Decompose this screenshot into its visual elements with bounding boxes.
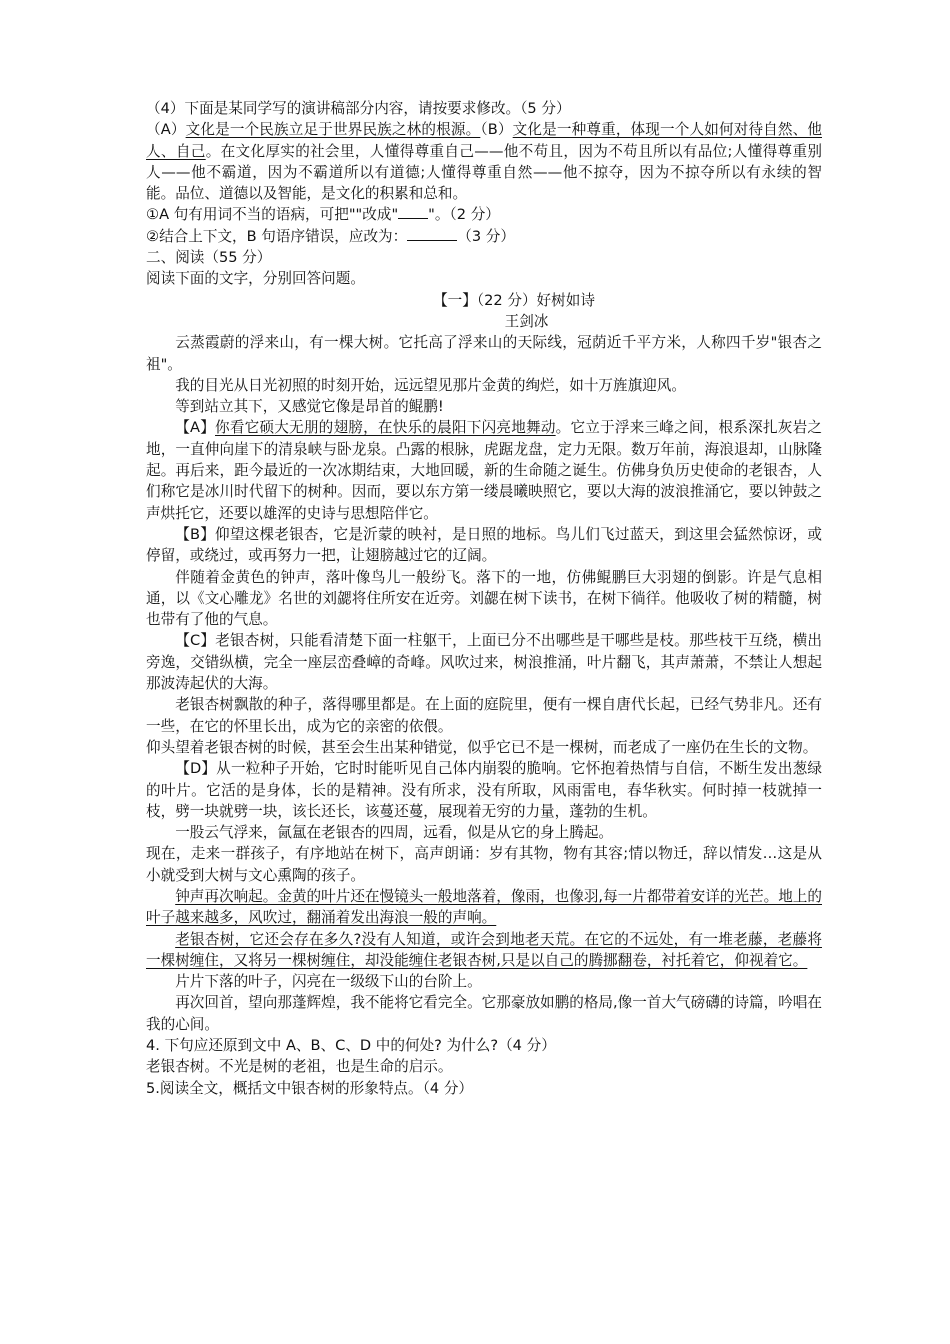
sentence-b-text: 文化是一种尊重，体现一个人如何对待自然、他人、自己 [146,121,822,160]
paragraph-c: 【C】老银杏树，只能看清楚下面一柱躯干，上面已分不出哪些是干哪些是枝。那些枝干互绕，横出旁逸，交错纵横，完全一座层峦叠嶂的奇峰。风吹过来，树浪推涌，叶片翻飞，其声萧萧，不禁让人想起那波涛起伏的大海。 [146,632,822,693]
paragraph-cloud: 一股云气浮来，氤氲在老银杏的四周，远看，似是从它的身上腾起。 [175,824,614,842]
article-title: 【一】（22 分）好树如诗 [433,291,595,309]
paragraph-a: 【A】你看它硕大无朋的翅膀，在快乐的晨阳下闪亮地舞动。它立于浮来三峰之间，根系深扎灰岩之地，一直伸向崖下的清泉峡与卧龙泉。凸露的根脉，虎踞龙盘，定力无限。数万年前，海浪退却，山脉隆起。再后来，距今最近的一次冰期结束，大地回暖，新的生命随之诞生。仿佛身负历史使命的老银杏，人们称它是冰川时代留下的树种。因而，要以东方第一缕晨曦映照它，要以大海的波浪推涌它，要以钟鼓之声烘托它，还要以雄浑的史诗与思想陪伴它。 [146,419,822,522]
question-5: 5.阅读全文，概括文中银杏树的形象特点。（4 分） [146,1079,474,1097]
sentence-a-marker: （A） [146,121,186,139]
paragraph-a-marker: 【A】 [175,419,216,437]
paragraph-3: 等到站立其下，又感觉它像是昂首的鲲鹏! [175,398,444,416]
paragraph-end: 再次回首，望向那蓬辉煌，我不能将它看完全。它那豪放如鹏的格局,像一首大气磅礴的诗篇，吟唱在我的心间。 [146,994,822,1033]
sentence-b-marker: （B） [480,121,513,139]
paragraph-2: 我的目光从日光初照的时刻开始，远远望见那片金黄的绚烂，如十万旌旗迎风。 [175,376,686,394]
paragraph-seed: 老银杏树飘散的种子，落得哪里都是。在上面的庭院里，便有一棵自唐代长起，已经气势非凡。还有一些，在它的怀里长出，成为它的亲密的依偎。 [146,696,822,735]
paragraph-exist: 老银杏树，它还会存在多久?没有人知道，或许会到地老天荒。在它的不远处，有一堆老藤，老藤将一棵树缠住，又将另一棵树缠住，却没能缠住老银杏树,只是以自己的腾挪翻卷，衬托着它，仰视着它。 [146,930,822,969]
paragraph-1: 云蒸霞蔚的浮来山，有一棵大树。它托高了浮来山的天际线，冠荫近千平方米，人称四千岁"银杏之祖"。 [146,334,822,373]
answer-blank-2[interactable] [407,226,457,241]
article-author: 王剑冰 [504,312,549,330]
paragraph-d: 【D】从一粒种子开始，它时时能听见自己体内崩裂的脆响。它怀抱着热情与自信，不断生发出葱绿的叶片。它活的是身体，长的是精神。没有所求，没有所取，风雨雷电，春华秋实。何时掉一枝就掉一枝，劈一块就劈一块，该长还长，该蔓还蔓，展现着无穷的力量，蓬勃的生机。 [146,760,822,820]
sentence-a-text: 文化是一个民族立足于世界民族之林的根源。 [185,121,481,139]
question-4-sub-2: ②结合上下文，B 句语序错误，应改为： （3 分） [146,227,515,245]
question-4-sub-1: ①A 句有用词不当的语病，可把""改成" "。（2 分） [146,206,500,224]
question-4: 4. 下句应还原到文中 A、B、C、D 中的何处? 为什么?（4 分） [146,1037,556,1055]
paragraph-ring: 钟声再次响起。金黄的叶片还在慢镜头一般地落着，像雨，也像羽,每一片都带着安详的光芒。地上的叶子越来越多，风吹过，翻涌着发出海浪一般的声响。 [146,887,822,927]
paragraph-bell: 伴随着金黄色的钟声，落叶像鸟儿一般纷飞。落下的一地，仿佛鲲鹏巨大羽翅的倒影。许是气息相通，以《文心雕龙》名世的刘勰将住所安在近旁。刘勰在树下读书，在树下徜徉。他吸收了树的精髓，树也带有了他的气息。 [146,568,822,629]
paragraph-b: 【B】仰望这棵老银杏，它是沂蒙的映衬，是日照的地标。鸟儿们飞过蓝天，到这里会猛然惊讶，或停留，或绕过，或再努力一把，让翅膀越过它的辽阔。 [146,525,822,565]
paragraph-a-underlined: 你看它硕大无朋的翅膀，在快乐的晨阳下闪亮地舞动 [215,419,556,437]
section-2-heading: 二、阅读（55 分） [146,249,272,267]
question-4-sentence: 老银杏树。不光是树的老祖，也是生命的启示。 [146,1058,453,1076]
question-4-passage [146,119,822,204]
paragraph-kids: 现在，走来一群孩子，有序地站在树下，高声朗诵：岁有其物，物有其容;情以物迁，辞以情发…这是从小就受到大树与文心熏陶的孩子。 [146,845,822,884]
paragraph-leaves: 片片下落的叶子，闪亮在一级级下山的台阶上。 [175,973,482,991]
paragraph-look: 仰头望着老银杏树的时候，甚至会生出某种错觉，似乎它已不是一棵树，而老成了一座仍在生长的文物。 [146,738,818,756]
answer-blank-1[interactable] [398,204,428,219]
question-4-body: 。在文化厚实的社会里，人懂得尊重自己——他不苟且，因为不苟且所以有品位;人懂得尊重别人——他不霸道，因为不霸道所以有道德;人懂得尊重自然——他不掠夺，因为不掠夺所以有永续的智能。品位、道德以及智能，是文化的积累和总和。 [146,142,822,203]
question-4-header: （4）下面是某同学写的演讲稿部分内容，请按要求修改。（5 分） [146,100,571,117]
reading-instruction: 阅读下面的文字，分别回答问题。 [146,270,365,288]
